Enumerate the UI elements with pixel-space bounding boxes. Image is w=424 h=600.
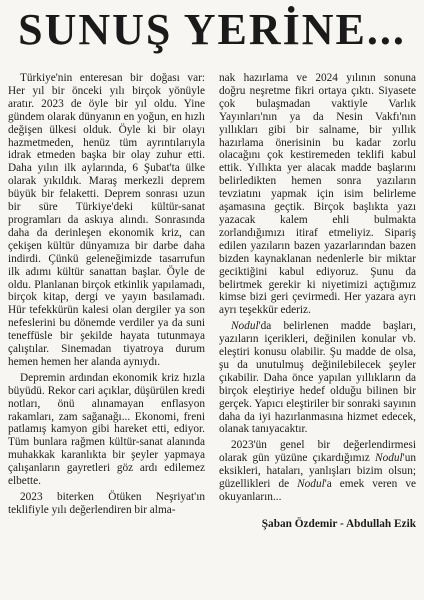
signature: Şaban Özdemir - Abdullah Ezik [261,517,416,530]
paragraph: Depremin ardından ekonomik kriz hızla büyüdü. Rekor cari açıklar, düşürülen kredi notları, önü alınamayan enflasyon rakamları, zam sağanağı... Ekonomi, freni patlamış kamyon gibi hareket etti, ediyor. Tüm bunlara rağmen kültür-sanat alanında muhakkak karanlıkta bir şeyler yapmaya çalışanların gayretleri göz ardı edilemez elbette. [8,371,205,488]
right-column [219,72,416,590]
page-title: SUNUŞ YERİNE... [18,5,406,54]
paragraph: Türkiye'nin enteresan bir doğası var: Her yıl bir önceki yılı birçok yönüyle aratır. 2023 de öyle bir yıl oldu. Yine gündem olarak dünyanın en yoğun, en hızlı değişen ülkesi olduk. Öyle ki bir olayı hazmetmeden, henüz tüm ayrıntılarıyla idrak etmeden başka bir olay zuhur etti. Daha yılın ilk aylarında, 6 Şubat'ta ülke olarak yıkıldık. Maraş merkezli deprem büyük bir felaketti. Deprem sonrası uzun bir süre Türkiye'deki kültür-sanat programları da askıya alındı. Sonrasında daha da derinleşen ekonomik kriz, can çekişen kültür dünyamıza bir darbe daha indirdi. Çünkü geleneğimizde tasarrufun ilk adımı kültür sanattan başlar. Öyle de oldu. Planlanan birçok etkinlik yapılamadı, birçok kitap, dergi ve yayın basılamadı. Hür tefekkürün kalesi olan dergiler ya son nefeslerini bu dönemde verdiler ya da suni teneffüsle bir şekilde hayata tutunmaya çalıştılar. Sinemadan tiyatroya durum hemen hemen her alanda aynıydı. [8,72,205,368]
paragraph: 2023 biterken Ötüken Neşriyat'ın teklifiyle yılı değerlendiren bir alma- [8,491,205,516]
left-column [8,72,205,590]
paragraph: Nodul'da belirlenen madde başları, yazıların içerikleri, değinilen konular vb. eleştiri konusu olabilir. Şu madde de olsa, şu da unutulmuş değinilebilecek şeyler çıkabilir. Daha önce yapılan yıllıkların da birçok eleştiriye hedef olduğu bilinen bir gerçek. Yapıcı eleştiriler bir sonraki sayının daha da iyi hazırlanmasına hizmet edecek, olanak tanıyacaktır. [219,320,416,436]
paragraph: 2023'ün genel bir değerlendirmesi olarak gün yüzüne çıkardığımız Nodul'un eksikleri, hataları, yanlışları bizim olsun; güzellikleri de Nodul'a emek veren ve okuyanların... [219,439,416,503]
paragraph: nak hazırlama ve 2024 yılının sonuna doğru neşretme fikri ortaya çıktı. Siyasete çok bulaşmadan vaktiyle Varlık Yayınları'nın ya da Nesin Vakfı'nın yıllıkları gibi bir salname, bir yıllık hazırlama önerisinin bu kadar zorlu olacağını çok kestiremeden teklifi kabul ettik. Yıllıkta yer alacak madde başlarını belirledikten hemen sonra yazıların tevziatını yapmak için isim belirleme aşamasına geçtik. Birçok başlıkta yazı yazacak kalem ehli bulmakta zorlandığımızı itiraf etmeliyiz. Sipariş edilen yazıların bazen yazarlarından bazen bizden kaynaklanan nedenlerle bir miktar geciktiğini kabul ediyoruz. Şunu da belirtmek gerekir ki niyetimizi açtığımız kimse bizi geri çevirmedi. Her yazara ayrı ayrı teşekkür ederiz. [219,72,416,317]
